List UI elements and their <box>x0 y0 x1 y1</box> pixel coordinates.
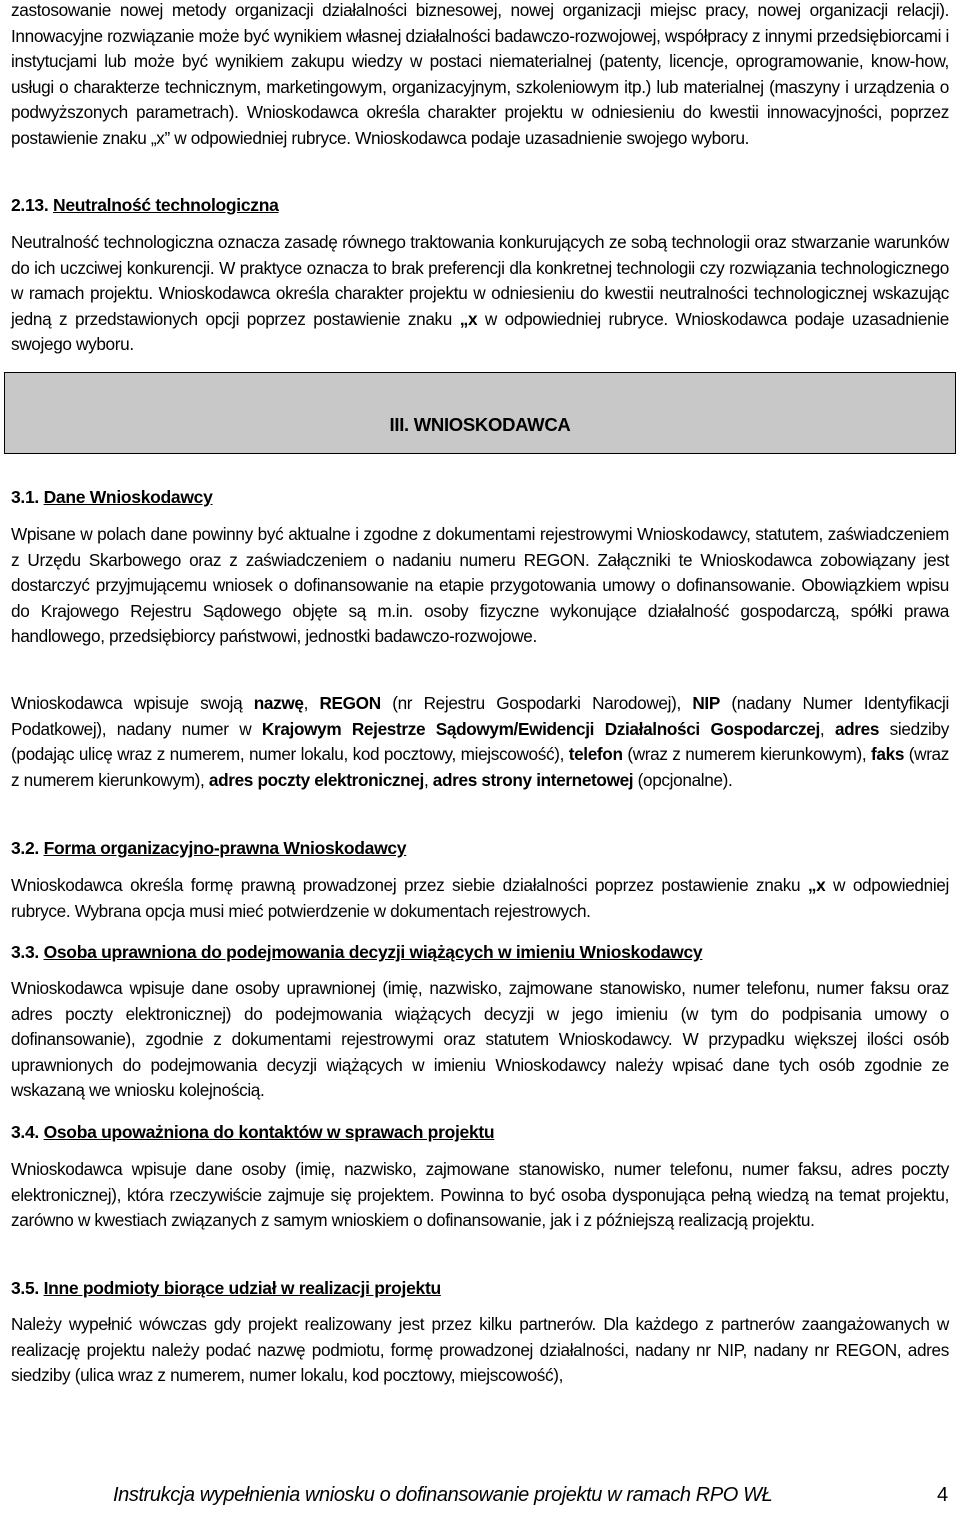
heading-title: Neutralność technologiczna <box>53 195 279 215</box>
bold-term: REGON <box>319 693 381 713</box>
paragraph-text: (opcjonalne). <box>633 769 733 790</box>
section-banner <box>4 372 956 454</box>
heading-title: Dane Wnioskodawcy <box>43 487 213 507</box>
bold-term: adres poczty elektronicznej <box>208 769 424 790</box>
heading-number: 3.1. <box>11 487 39 507</box>
heading-title: Inne podmioty biorące udział w realizacji projektu <box>43 1278 441 1298</box>
paragraph-3-4: Wnioskodawca wpisuje dane osoby (imię, nazwisko, zajmowane stanowisko, numer telefonu, numer faksu, adres poczty elektronicznej), która rzeczywiście zajmuje się projektem. Powinna to być osoba dysponująca pełną wiedzą na temat projektu, zarówno w kwestiach związanych z samym wnioskiem o dofinansowanie, jak i z późniejszą realizacją projektu. <box>11 1159 949 1230</box>
heading-3-4 <box>11 1120 494 1144</box>
paragraph-text: Wnioskodawca wpisuje swoją <box>11 693 254 713</box>
bold-term: nazwę <box>253 693 304 713</box>
paragraph-text: , <box>303 693 320 713</box>
paragraph-text: Neutralność technologiczna oznacza zasadę równego traktowania konkurujących ze sobą technologii oraz stwarzanie warunków do ich uczciwej konkurencji. W praktyce oznacza to brak preferencji dla konkretnej technologii czy rozwiązania technologicznego w ramach projektu. Wnioskodawca określa charakter projektu w odniesieniu do kwestii neutralności technologicznej wskazując jedną z przedstawionych opcji poprzez postawienie znaku <box>11 232 949 329</box>
paragraph-text: w odpowiedniej rubryce. Wybrana opcja musi mieć potwierdzenie w dokumentach rejestrowych. <box>11 875 949 921</box>
paragraph-text: , <box>819 718 835 739</box>
heading-number: 2.13. <box>11 195 49 215</box>
paragraph-3-1-b <box>11 691 949 793</box>
paragraph-3-1-a: Wpisane w polach dane powinny być aktualne i zgodne z dokumentami rejestrowymi Wnioskodawcy, statutem, zaświadczeniem z Urzędu Skarbowego oraz z zaświadczeniem o nadaniu numeru REGON. Załączniki te Wnioskodawca zobowiązany jest dostarczyć przyjmującemu wniosek o dofinansowanie na etapie przygotowania umowy o dofinansowanie. Obowiązkiem wpisu do Krajowego Rejestru Sądowego objęte są m.in. osoby fizyczne wykonujące działalność gospodarczą, spółki prawa handlowego, przedsiębiorcy państwowi, jednostki badawczo-rozwojowe. <box>11 524 949 646</box>
heading-number: 3.4. <box>11 1122 39 1142</box>
paragraph-2-13 <box>11 230 949 358</box>
bold-term: telefon <box>568 744 623 764</box>
x-mark: „x <box>459 308 478 329</box>
paragraph-text: (wraz z numerem kierunkowym), <box>622 744 872 764</box>
heading-3-3 <box>11 940 702 964</box>
paragraph-text: Wnioskodawca określa formę prawną prowadzonej przez siebie działalności poprzez postawienie znaku <box>11 875 808 895</box>
heading-3-2 <box>11 836 406 860</box>
bold-term: adres <box>834 718 880 739</box>
paragraph-text: (wraz z numerem kierunkowym), <box>11 744 950 790</box>
footer-title: Instrukcja wypełnienia wniosku o dofinansowanie projektu w ramach RPO WŁ <box>113 1484 773 1506</box>
x-mark: „x <box>807 875 826 895</box>
paragraph-text: w odpowiedniej rubryce. Wnioskodawca podaje uzasadnienie swojego wyboru. <box>11 308 949 354</box>
heading-title: Osoba upoważniona do kontaktów w sprawach projektu <box>43 1122 495 1142</box>
heading-3-5 <box>11 1276 441 1300</box>
paragraph-3-5: Należy wypełnić wówczas gdy projekt realizowany jest przez kilku partnerów. Dla każdego z partnerów zaangażowanych w realizację projektu należy podać nazwę podmiotu, formę prowadzonej działalności, nadany nr NIP, nadany nr REGON, adres siedziby (ulica wraz z numerem, numer lokalu, kod pocztowy, miejscowość), <box>11 1314 949 1385</box>
heading-title: Forma organizacyjno-prawna Wnioskodawcy <box>43 838 407 858</box>
paragraph-3-3: Wnioskodawca wpisuje dane osoby uprawnionej (imię, nazwisko, zajmowane stanowisko, numer telefonu, numer faksu oraz adres poczty elektronicznej) do podejmowania wiążących decyzji w jego imieniu (w tym do podpisania umowy o dofinansowanie), zgodnie z dokumentami rejestrowymi oraz statutem Wnioskodawcy. W przypadku większej ilości osób uprawnionych do podejmowania decyzji wiążących w imieniu Wnioskodawcy należy wpisać dane tych osób zgodnie ze wskazaną we wniosku kolejnością. <box>11 978 949 1100</box>
bold-term: NIP <box>692 693 720 713</box>
paragraph-text: , <box>423 769 433 790</box>
paragraph-text: siedziby (podając ulicę wraz z numerem, numer lokalu, kod pocztowy, miejscowość), <box>11 718 949 764</box>
heading-number: 3.2. <box>11 838 39 858</box>
bold-term: adres strony internetowej <box>432 769 634 790</box>
page-number: 4 <box>937 1484 948 1506</box>
intro-paragraph: zastosowanie nowej metody organizacji działalności biznesowej, nowej organizacji miejsc pracy, nowej organizacji relacji). Innowacyjne rozwiązanie może być wynikiem własnej działalności badawczo-rozwojowej, współpracy z innymi przedsiębiorcami i instytucjami lub może być wynikiem zakupu wiedzy w postaci niematerialnej (patenty, licencje, oprogramowanie, know-how, usługi o charakterze technicznym, marketingowym, organizacyjnym, szkoleniowym itp.) lub materialnej (maszyny i urządzenia o podwyższonych parametrach). Wnioskodawca określa charakter projektu w odniesieniu do kwestii innowacyjności, poprzez postawienie znaku „x” w odpowiedniej rubryce. Wnioskodawca podaje uzasadnienie swojego wyboru. <box>11 0 949 148</box>
paragraph-text: (nr Rejestru Gospodarki Narodowej), <box>380 693 693 713</box>
paragraph-3-2 <box>11 873 949 924</box>
heading-number: 3.5. <box>11 1278 39 1298</box>
section-title: III. WNIOSKODAWCA <box>389 414 571 435</box>
heading-number: 3.3. <box>11 942 39 962</box>
heading-3-1 <box>11 485 213 509</box>
heading-2-13 <box>11 193 279 217</box>
bold-term: faks <box>871 744 905 764</box>
heading-title: Osoba uprawniona do podejmowania decyzji wiążących w imieniu Wnioskodawcy <box>43 942 703 962</box>
bold-term: Krajowym Rejestrze Sądowym/Ewidencji Działalności Gospodarczej <box>261 718 820 739</box>
paragraph-text: (nadany Numer Identyfikacji Podatkowej), nadany numer w <box>11 693 949 739</box>
